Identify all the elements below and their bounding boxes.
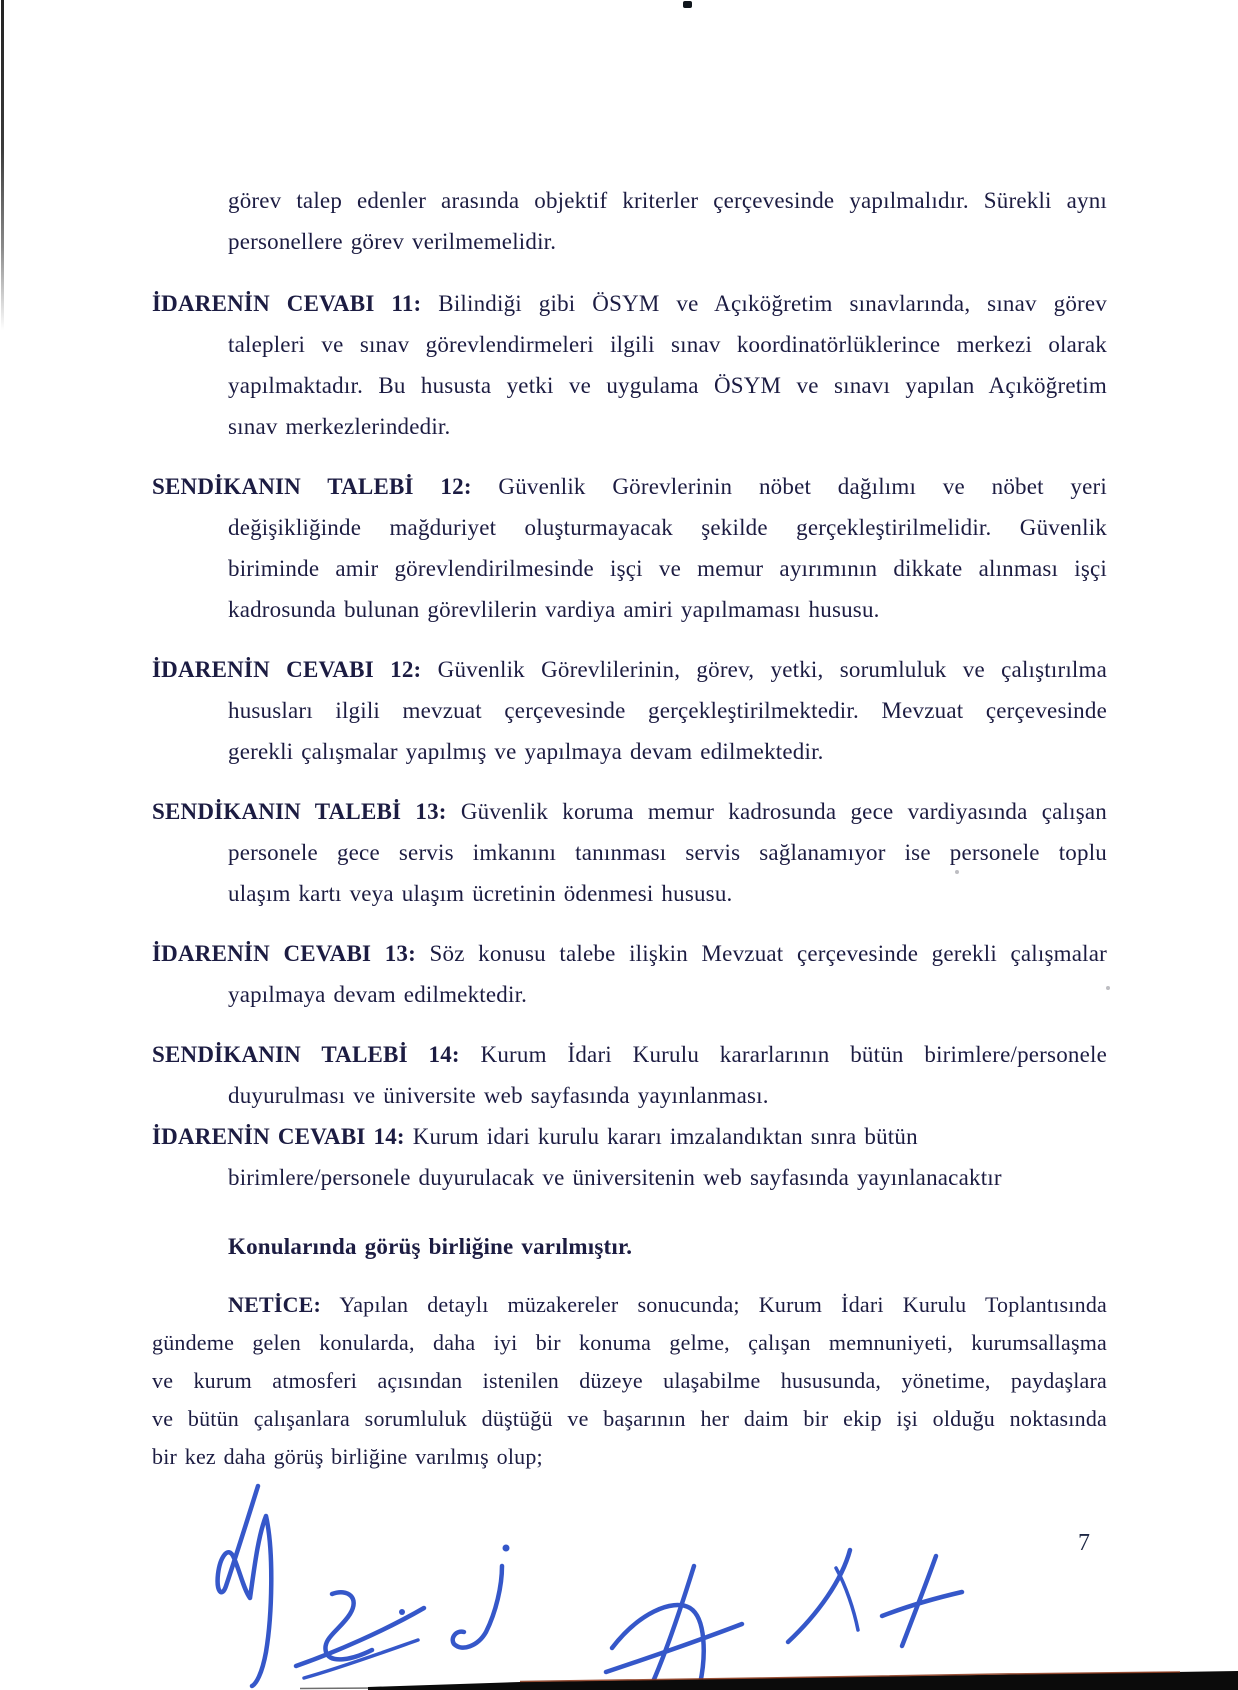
text-line: biriminde amir görevlendirilmesinde işçi ve memur ayırımının dikkate alınması işçi	[228, 556, 1107, 581]
text-line: İDARENİN CEVABI 12: Güvenlik Görevlilerinin, görev, yetki, sorumluluk ve çalıştırılma	[152, 657, 1108, 682]
signature-ink-6b	[882, 1592, 962, 1616]
text-line: NETİCE: Yapılan detaylı müzakereler sonucunda; Kurum İdari Kurulu Toplantısında	[228, 1292, 1107, 1317]
signature-ink-5b	[836, 1568, 858, 1630]
text-line: yapılmaya devam edilmektedir.	[228, 982, 528, 1007]
text-line: değişikliğinde mağduriyet oluşturmayacak şekilde gerçekleştirilmelidir. Güvenlik	[228, 515, 1107, 540]
text-line: kadrosunda bulunan görevlilerin vardiya amiri yapılmaması hususu.	[228, 597, 880, 622]
paragraph-continuation	[152, 180, 1107, 262]
text-line: SENDİKANIN TALEBİ 14: Kurum İdari Kurulu kararlarının bütün birimlere/personele	[152, 1042, 1108, 1067]
text-line: personellere görev verilmemelidir.	[228, 229, 557, 254]
scan-edge-artifact-left	[1, 0, 4, 330]
text-line: gündeme gelen konularda, daha iyi bir konuma gelme, çalışan memnuniyeti, kurumsallaşma	[152, 1330, 1107, 1355]
signature-ink-4c	[606, 1624, 742, 1672]
text-line: görev talep edenler arasında objektif kriterler çerçevesinde yapılmalıdır. Sürekli aynı	[228, 188, 1107, 213]
item-idarenin-cevabi-14	[152, 1116, 1107, 1198]
text-line: talepleri ve sınav görevlendirmeleri ilgili sınav koordinatörlüklerince merkezi olarak	[228, 332, 1107, 357]
item-label: SENDİKANIN TALEBİ 14:	[152, 1042, 460, 1067]
text-line: SENDİKANIN TALEBİ 12: Güvenlik Görevlerinin nöbet dağılımı ve nöbet yeri	[152, 474, 1107, 499]
text-line: hususları ilgili mevzuat çerçevesinde gerçekleştirilmektedir. Mevzuat çerçevesinde	[228, 698, 1107, 723]
text-line: sınav merkezlerindedir.	[228, 414, 451, 439]
document-body	[152, 180, 1107, 1476]
signature-ink-6	[902, 1556, 936, 1646]
item-label: SENDİKANIN TALEBİ 13:	[152, 799, 447, 824]
text-line: ve bütün çalışanlara sorumluluk düştüğü ve başarının her daim bir ekip işi olduğu noktasında	[152, 1406, 1107, 1431]
text-line: ulaşım kartı veya ulaşım ücretinin ödenmesi hususu.	[228, 881, 733, 906]
signature-ink-3	[453, 1566, 502, 1648]
page-number: 7	[1078, 1530, 1091, 1556]
item-label: NETİCE:	[228, 1292, 322, 1317]
text-line: ve kurum atmosferi açısından istenilen düzeye ulaşabilme hususunda, yönetime, paydaşlara	[152, 1368, 1107, 1393]
text-line: bir kez daha görüş birliğine varılmış olup;	[152, 1444, 543, 1469]
text-line: SENDİKANIN TALEBİ 13: Güvenlik koruma memur kadrosunda gece vardiyasında çalışan	[152, 799, 1107, 824]
item-label: SENDİKANIN TALEBİ 12:	[152, 474, 472, 499]
item-label: İDARENİN CEVABI 13:	[152, 941, 416, 966]
item-sendikanin-talebi-13	[152, 791, 1107, 914]
text-line: birimlere/personele duyurulacak ve üniversitenin web sayfasında yayınlanacaktır	[228, 1165, 1002, 1190]
item-sendikanin-talebi-14	[152, 1034, 1107, 1116]
item-sendikanin-talebi-12	[152, 466, 1107, 630]
text-line: İDARENİN CEVABI 13: Söz konusu talebe ilişkin Mevzuat çerçevesinde gerekli çalışmalar	[152, 941, 1107, 966]
signature-ink-1	[218, 1486, 272, 1686]
item-idarenin-cevabi-13	[152, 933, 1107, 1015]
item-idarenin-cevabi-11	[152, 283, 1107, 447]
text-line: İDARENİN CEVABI 14: Kurum idari kurulu kararı imzalandıktan sınra bütün	[152, 1124, 918, 1149]
text-line: gerekli çalışmalar yapılmış ve yapılmaya devam edilmektedir.	[228, 739, 824, 764]
scan-edge-artifact-bottom	[0, 1666, 1238, 1690]
item-idarenin-cevabi-12	[152, 649, 1107, 772]
item-label: İDARENİN CEVABI 11:	[152, 291, 422, 316]
item-label: İDARENİN CEVABI 14:	[152, 1124, 405, 1149]
signature-ink-2-dot	[399, 1609, 405, 1615]
signature-ink-2	[325, 1592, 372, 1659]
signature-ink-5	[788, 1550, 850, 1642]
agreement-statement	[152, 1226, 1107, 1267]
text-line: yapılmaktadır. Bu hususta yetki ve uygulama ÖSYM ve sınavı yapılan Açıköğretim	[228, 373, 1107, 398]
signature-ink-2b	[296, 1608, 424, 1666]
scan-speck-top	[683, 1, 692, 8]
item-label: İDARENİN CEVABI 12:	[152, 657, 422, 682]
text-line: duyurulması ve üniversite web sayfasında yayınlanması.	[228, 1083, 769, 1108]
paragraph-netice	[152, 1286, 1107, 1476]
text-line: personele gece servis imkanını tanınması servis sağlanamıyor ise personele toplu	[228, 840, 1107, 865]
text-line: İDARENİN CEVABI 11: Bilindiği gibi ÖSYM ve Açıköğretim sınavlarında, sınav görev	[152, 291, 1107, 316]
text-line: Konularında görüş birliğine varılmıştır.	[228, 1234, 633, 1259]
signature-ink-3-dot	[503, 1545, 510, 1552]
